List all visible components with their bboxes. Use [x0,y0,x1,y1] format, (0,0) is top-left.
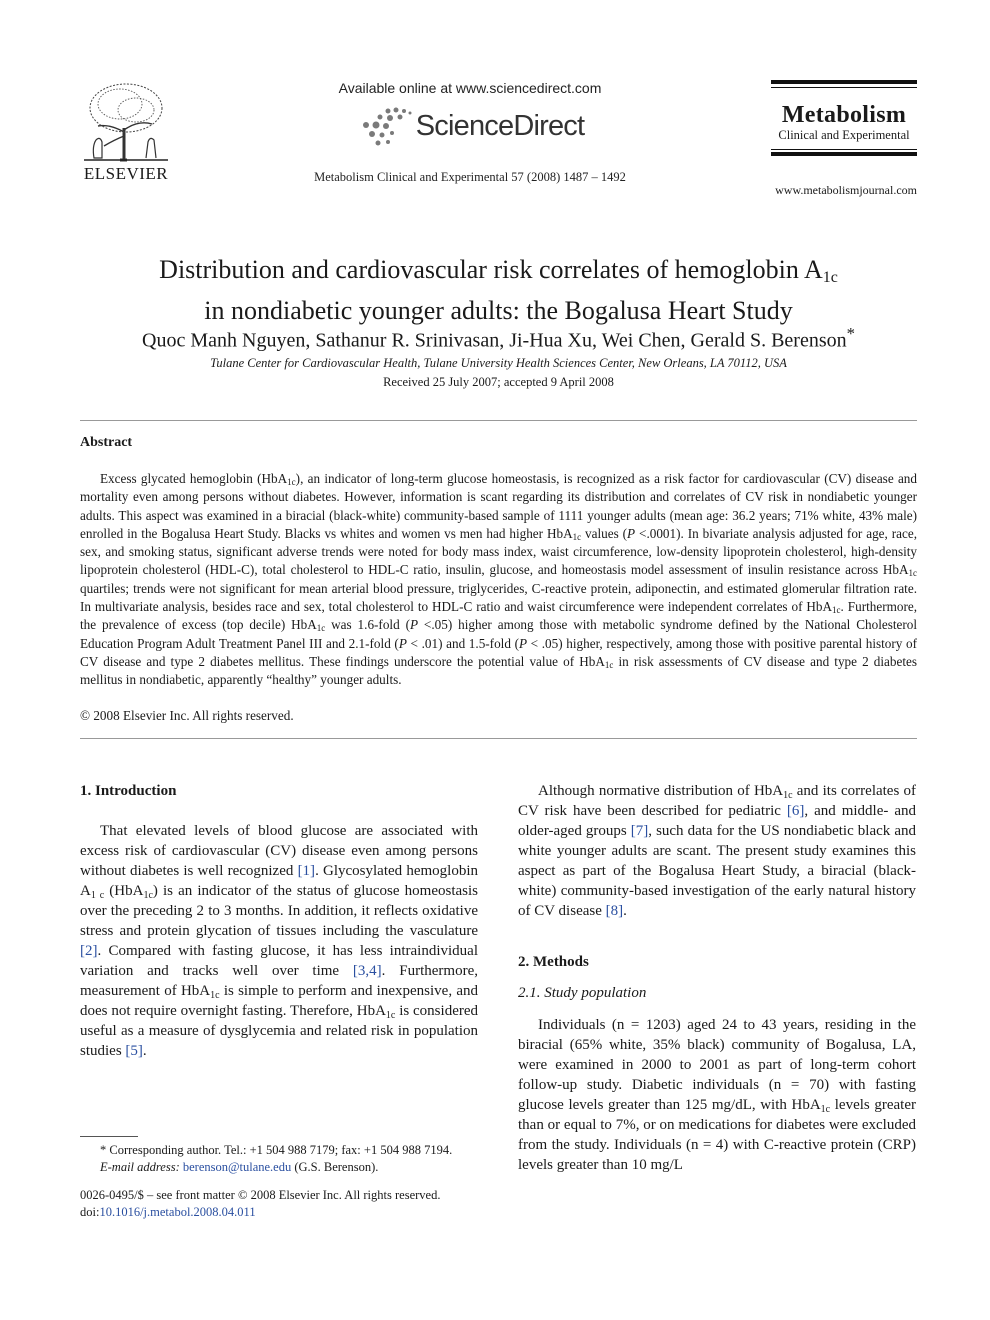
subsection-heading-study-population: 2.1. Study population [518,985,647,1001]
journal-title: Metabolism [781,102,907,128]
article-title: Distribution and cardiovascular risk correlates of hemoglobin $A_{1c}$ in nondiabetic younger adults: the Bogalusa Heart Study [159,255,838,325]
received-dates: Received 25 July 2007; accepted 9 April 2008 [383,375,614,389]
masthead-rule [771,152,917,156]
corresponding-author-mark[interactable]: * [846,324,855,343]
email-note: E-mail address: berenson@tulane.edu (G.S. Berenson). [100,1160,379,1174]
masthead-rule [771,149,917,150]
publisher-name: ELSEVIER [83,164,169,183]
doi-line: doi:10.1016/j.metabol.2008.04.011 [80,1205,256,1219]
footnote-rule [80,1136,138,1137]
sciencedirect-header [290,80,650,185]
methods-paragraph: Individuals (n = 1203) aged 24 to 43 years, residing in the biracial (65% white, 35% black) community of Bogalusa, LA, were examined in 2000 to 2001 as part of long-term cohort follow-up study. Diabetic individuals (n = 70) with fasting glucose levels greater than 125 mg/dL, with HbA$_{1c}$ levels greater than or equal to 7%, or on medications for diabetes were excluded from the study. Individuals (n = 4) with C-reactive protein (CRP) levels greater than 10 mg/L [518,1017,916,1173]
issn-line: 0026-0495/$ – see front matter © 2008 Elsevier Inc. All rights reserved. [80,1188,441,1202]
reference-link[interactable]: [6] [786,803,805,819]
journal-subtitle: Clinical and Experimental [778,128,910,142]
sciencedirect-logo [290,104,650,148]
sciencedirect-dots-icon [356,105,414,147]
email-link[interactable]: berenson@tulane.edu [182,1160,292,1174]
affiliation: Tulane Center for Cardiovascular Health, Tulane University Health Sciences Center, New Orleans, LA 70112, USA [210,356,787,370]
divider [80,420,917,421]
reference-link[interactable]: [3,4] [352,963,382,979]
reference-link[interactable]: [7] [630,823,649,839]
intro-paragraph: Although normative distribution of HbA$_{1c}$ and its correlates of CV risk have been described for pediatric [6], and middle- and older-aged groups [7], such data for the US nondiabetic black and white younger adults are scant. The present study examines this aspect as part of the Bogalusa Heart Study, a biracial (black-white) community-based investigation of the early natural history of CV disease [8]. [518,783,917,919]
elsevier-logo [80,80,172,184]
divider [80,738,917,739]
journal-citation: Metabolism Clinical and Experimental 57 (2008) 1487 – 1492 [314,170,626,184]
right-column [518,781,916,1175]
masthead-rule [771,80,917,84]
reference-link[interactable]: [1] [297,863,316,879]
reference-link[interactable]: [2] [80,943,98,959]
journal-masthead [771,80,917,156]
corresponding-author-note: * Corresponding author. Tel.: +1 504 988 7179; fax: +1 504 988 7194. [100,1143,453,1157]
abstract-heading: Abstract [80,435,133,450]
masthead-rule [771,87,917,88]
abstract-text: Excess glycated hemoglobin (HbA$_{1c}$), an indicator of long-term glucose homeostasis, is recognized as a risk factor for cardiovascular (CV) disease and mortality even among persons without diabetes. However, information is scant regarding its distribution and correlates of CV risk in nondiabetic younger adults. This aspect was examined in a biracial (black-white) community-based sample of 1111 younger adults (mean age: 36.2 years; 71% white, 43% male) enrolled in the Bogalusa Heart Study. Blacks vs whites and women vs men had higher HbA$_{1c}$ values (P <.0001). In bivariate analysis adjusted for age, race, sex, and smoking status, significant adverse trends were noted for body mass index, waist circumference, low-density lipoprotein cholesterol, high-density lipoprotein cholesterol (HDL-C), total cholesterol to HDL-C ratio, insulin, glucose, and homeostasis model assessment of insulin resistance across HbA$_{1c}$ quartiles; trends were not significant for mean arterial blood pressure, triglycerides, C-reactive protein, adiponectin, and estimated glomerular filtration rate. In multivariate analysis, besides race and sex, total cholesterol to HDL-C ratio and waist circumference were independent correlates of HbA$_{1c}$. Furthermore, the prevalence of excess (top decile) HbA$_{1c}$ was 1.6-fold (P <.05) higher among those with metabolic syndrome defined by the National Cholesterol Education Program Adult Treatment Panel III and 2.1-fold (P < .01) and 1.5-fold (P < .05) higher, respectively, among those with positive parental history of CV disease and type 2 diabetes mellitus. These findings underscore the potential value of HbA$_{1c}$ in risk assessments of CV disease and type 2 diabetes mellitus in nondiabetic, apparently “healthy” younger adults. [80,471,918,688]
elsevier-tree-icon [80,80,172,162]
sciencedirect-wordmark: ScienceDirect [415,109,585,142]
left-column [80,781,478,1061]
doi-link[interactable]: 10.1016/j.metabol.2008.04.011 [99,1205,256,1219]
abstract-copyright: © 2008 Elsevier Inc. All rights reserved. [80,708,294,723]
reference-link[interactable]: [5] [125,1043,143,1059]
section-heading-introduction: 1. Introduction [80,783,177,799]
journal-url[interactable]: www.metabolismjournal.com [775,183,917,197]
reference-link[interactable]: [8] [605,903,624,919]
available-online-text: Available online at www.sciencedirect.com [338,80,602,96]
intro-paragraph: That elevated levels of blood glucose are associated with excess risk of cardiovascular (CV) disease even among persons without diabetes is well recognized [1]. Glycosylated hemoglobin $A_{1 c}$ (HbA$_{1c}$) is an indicator of the status of glucose homeostasis over the preceding 2 to 3 months. In addition, it reflects oxidative stress and protein glycation of tissues including the vasculature [2]. Compared with fasting glucose, it has less intraindividual variation and tracks well over time [3,4]. Furthermore, measurement of HbA$_{1c}$ is simple to perform and inexpensive, and does not require overnight fasting. Therefore, HbA$_{1c}$ is considered useful as a measure of dysglycemia and related risk in population studies [5]. [80,823,479,1059]
author-list: Quoc Manh Nguyen, Sathanur R. Srinivasan, Ji-Hua Xu, Wei Chen, Gerald S. Berenson* [142,324,855,352]
section-heading-methods: 2. Methods [518,954,589,970]
